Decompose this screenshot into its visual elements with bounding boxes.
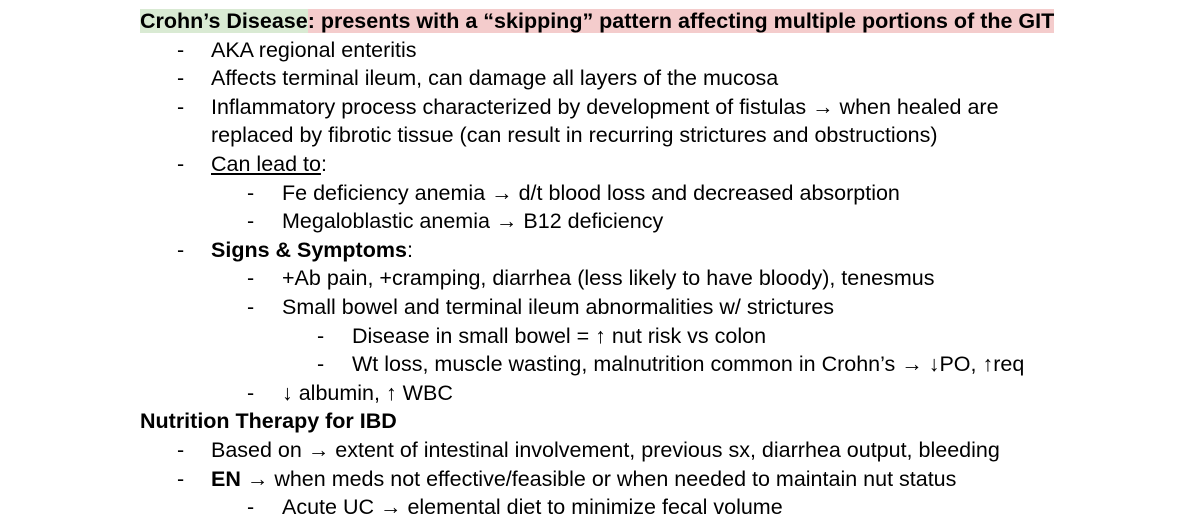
bullet-dash: - bbox=[177, 95, 185, 119]
bullet-text: AKA regional enteritis bbox=[211, 38, 417, 62]
bullet-dash: - bbox=[247, 381, 255, 405]
list-item-continuation bbox=[0, 121, 1200, 150]
list-item: - Signs & Symptoms: bbox=[0, 236, 1200, 265]
bullet-dash: - bbox=[177, 467, 185, 491]
bullet-dash: - bbox=[177, 438, 185, 462]
en-label: EN bbox=[211, 467, 241, 491]
crohns-heading bbox=[0, 7, 1200, 36]
list-item bbox=[0, 436, 1200, 465]
bullet-dash: - bbox=[247, 495, 255, 519]
crohns-subtitle: : presents with a “skipping” pattern affecting multiple portions of the GIT bbox=[307, 9, 1055, 33]
list-item bbox=[0, 64, 1200, 93]
bullet-text: Disease in small bowel = ↑ nut risk vs colon bbox=[352, 324, 767, 348]
bullet-text: ↓ albumin, ↑ WBC bbox=[282, 381, 453, 405]
bullet-dash: - bbox=[177, 238, 185, 262]
bullet-dash: - bbox=[247, 295, 255, 319]
list-item: - Can lead to: bbox=[0, 150, 1200, 179]
bullet-dash: - bbox=[177, 152, 185, 176]
list-item bbox=[0, 207, 1200, 236]
list-item bbox=[0, 379, 1200, 408]
crohns-title: Crohn’s Disease bbox=[140, 9, 308, 33]
bullet-dash: - bbox=[317, 324, 325, 348]
list-item bbox=[0, 322, 1200, 351]
list-item bbox=[0, 179, 1200, 208]
bullet-text: replaced by fibrotic tissue (can result in recurring strictures and obstructions) bbox=[211, 123, 938, 147]
list-item bbox=[0, 465, 1200, 494]
bullet-text: Fe deficiency anemia → d/t blood loss and decreased absorption bbox=[282, 181, 900, 205]
list-item bbox=[0, 93, 1200, 122]
list-item bbox=[0, 36, 1200, 65]
bullet-dash: - bbox=[247, 181, 255, 205]
nutrition-heading bbox=[0, 407, 1200, 436]
bullet-text: Based on → extent of intestinal involvement, previous sx, diarrhea output, bleeding bbox=[211, 438, 1000, 462]
bullet-text: Acute UC → elemental diet to minimize fecal volume bbox=[282, 495, 783, 519]
en-text: → when meds not effective/feasible or when needed to maintain nut status bbox=[240, 467, 957, 491]
bullet-dash: - bbox=[177, 38, 185, 62]
signs-label: Signs & Symptoms bbox=[211, 238, 407, 262]
bullet-text: +Ab pain, +cramping, diarrhea (less likely to have bloody), tenesmus bbox=[282, 266, 935, 290]
bullet-dash: - bbox=[247, 266, 255, 290]
bullet-text: Wt loss, muscle wasting, malnutrition common in Crohn’s → ↓PO, ↑req bbox=[352, 352, 1025, 376]
bullet-dash: - bbox=[317, 352, 325, 376]
lead-to-label: Can lead to bbox=[211, 152, 321, 176]
bullet-text: Small bowel and terminal ileum abnormalities w/ strictures bbox=[282, 295, 835, 319]
bullet-text: Affects terminal ileum, can damage all layers of the mucosa bbox=[211, 66, 779, 90]
bullet-text: Megaloblastic anemia → B12 deficiency bbox=[282, 209, 664, 233]
list-item bbox=[0, 493, 1200, 522]
list-item bbox=[0, 293, 1200, 322]
bullet-dash: - bbox=[177, 66, 185, 90]
nutrition-title: Nutrition Therapy for IBD bbox=[140, 409, 397, 433]
bullet-text: Inflammatory process characterized by development of fistulas → when healed are bbox=[211, 95, 999, 119]
list-item bbox=[0, 350, 1200, 379]
list-item bbox=[0, 264, 1200, 293]
bullet-dash: - bbox=[247, 209, 255, 233]
